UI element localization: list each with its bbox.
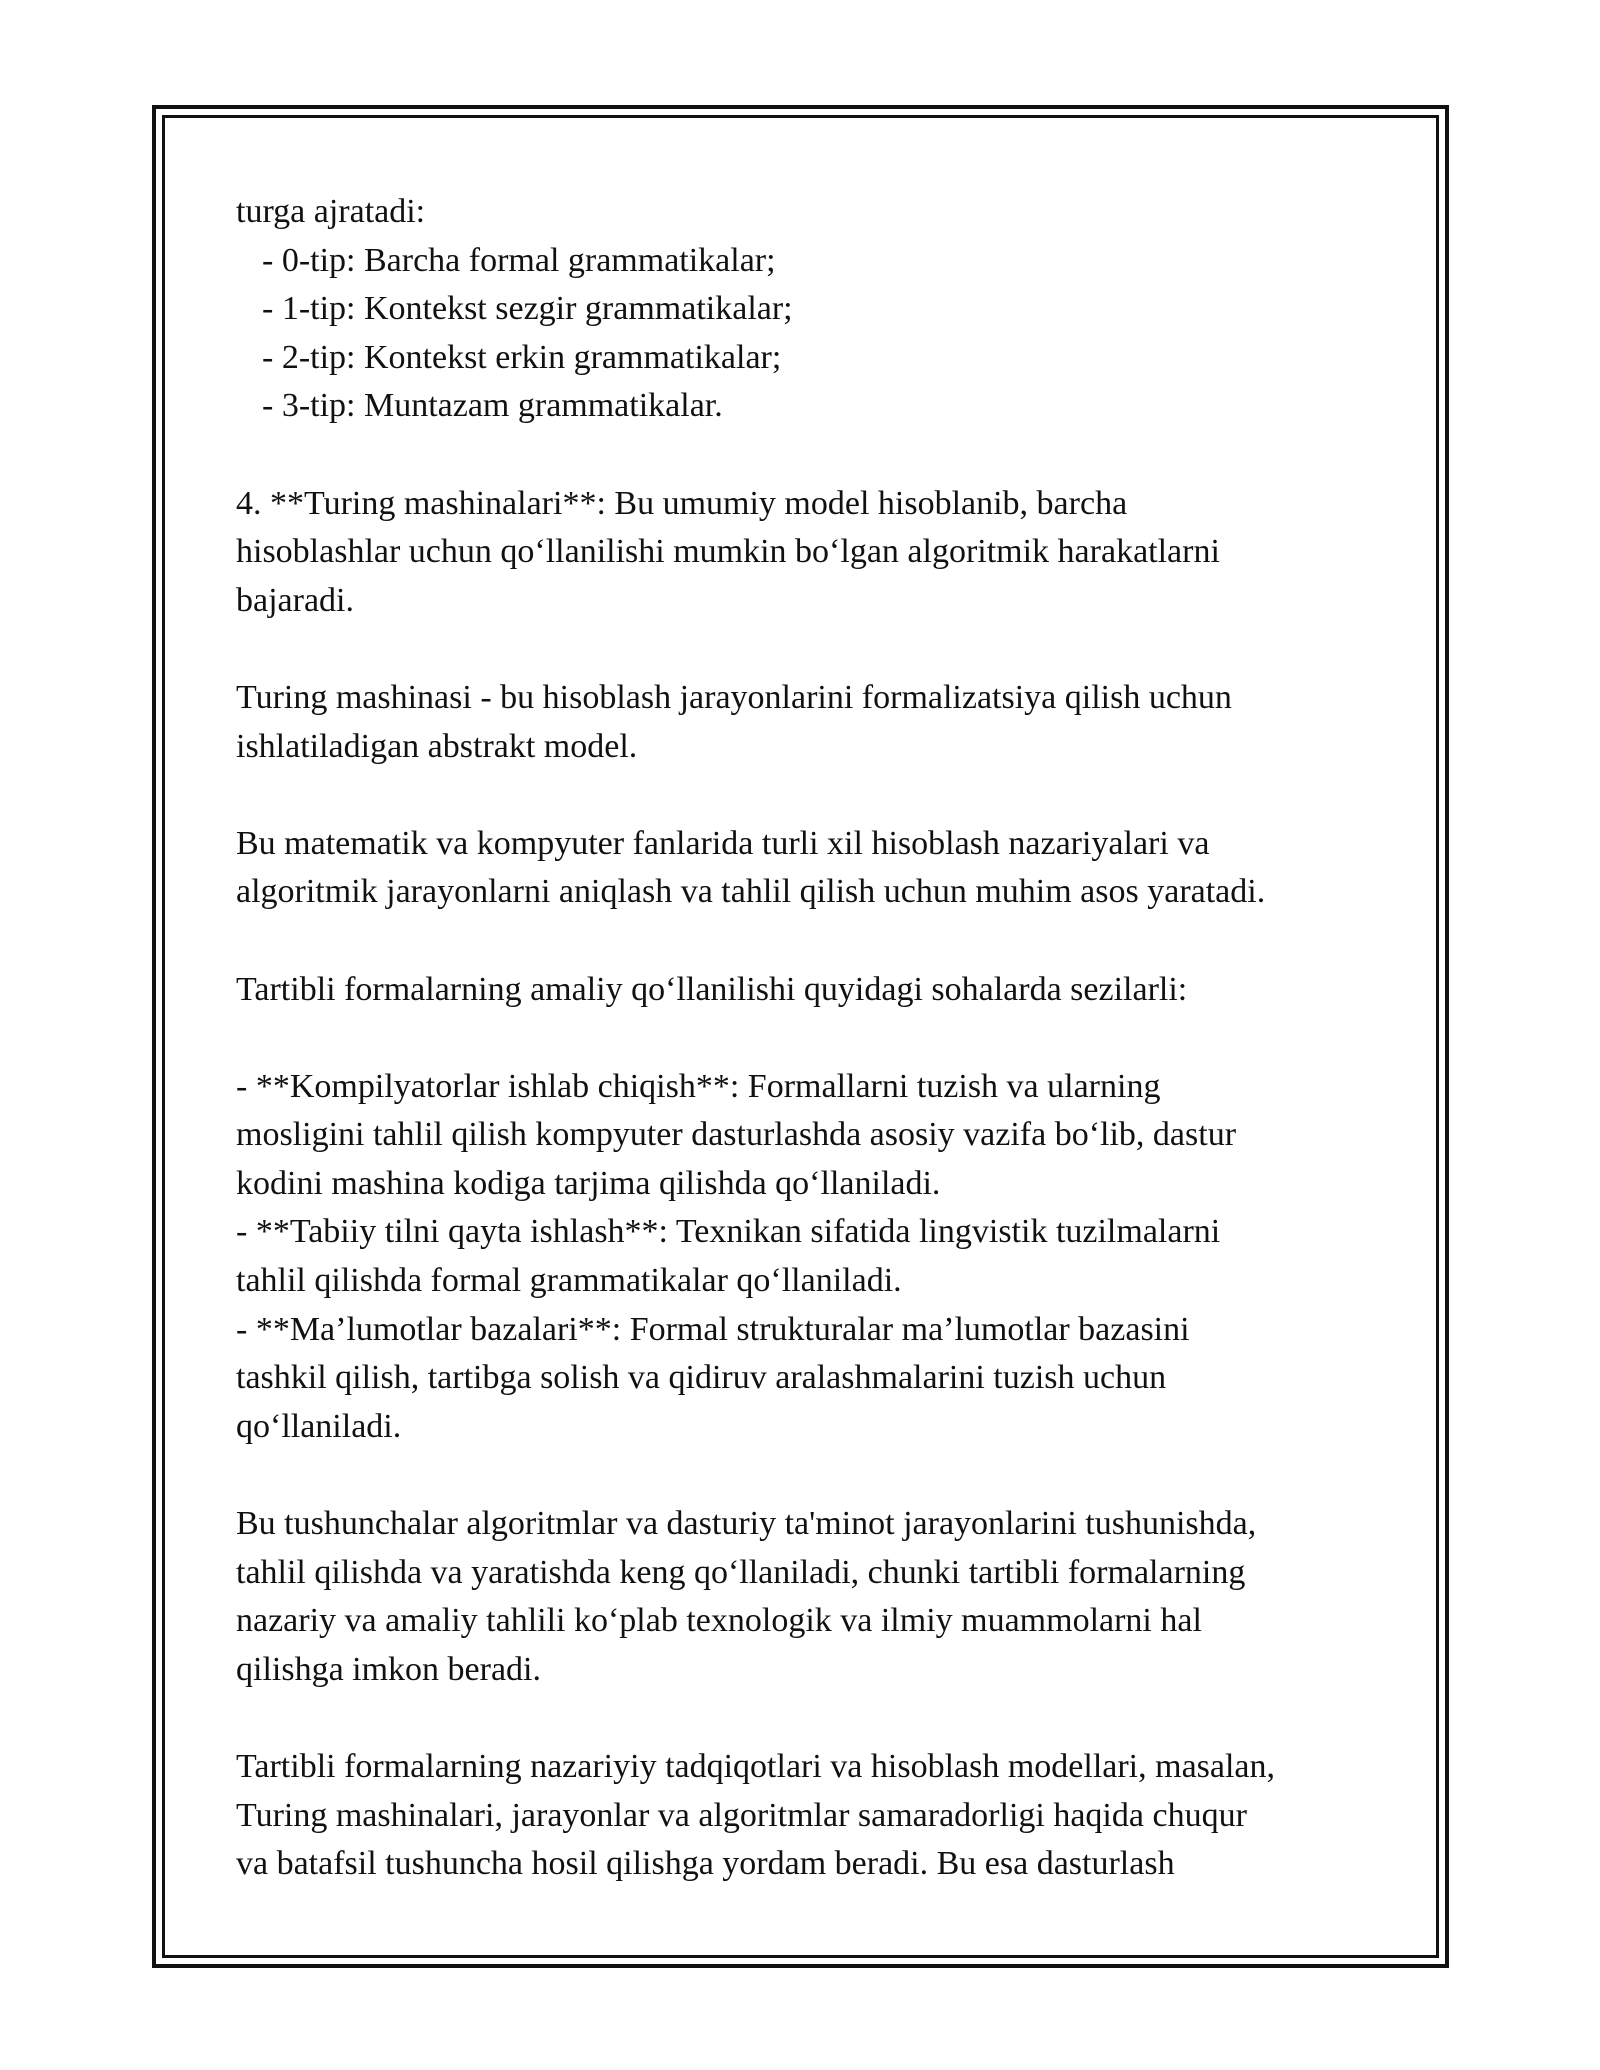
- text-line: - 1-tip: Kontekst sezgir grammatikalar;: [262, 290, 793, 328]
- paragraph-gap: [236, 1451, 1366, 1500]
- text-line: 4. **Turing mashinalari**: Bu umumiy model hisoblanib, barcha: [236, 484, 1128, 522]
- text-line: nazariy va amaliy tahlili ko‘plab texnologik va ilmiy muammolarni hal: [236, 1602, 1202, 1640]
- text-line: ishlatiladigan abstrakt model.: [236, 727, 638, 765]
- text-line: - **Ma’lumotlar bazalari**: Formal strukturalar ma’lumotlar bazasini: [236, 1310, 1190, 1348]
- text-line: - 0-tip: Barcha formal grammatikalar;: [262, 241, 776, 279]
- text-line: bajaradi.: [236, 581, 354, 619]
- text-line: - **Kompilyatorlar ishlab chiqish**: Formallarni tuzish va ularning: [236, 1067, 1161, 1105]
- paragraph-gap: [236, 771, 1366, 820]
- text-line: - **Tabiiy tilni qayta ishlash**: Texnikan sifatida lingvistik tuzilmalarni: [236, 1213, 1221, 1251]
- text-line: Tartibli formalarning amaliy qo‘llanilishi quyidagi sohalarda sezilarli:: [236, 970, 1188, 1008]
- paragraph-gap: [236, 917, 1366, 966]
- text-line: - 2-tip: Kontekst erkin grammatikalar;: [262, 338, 782, 376]
- text-line: Turing mashinasi - bu hisoblash jarayonlarini formalizatsiya qilish uchun: [236, 678, 1232, 716]
- text-line: tahlil qilishda va yaratishda keng qo‘llaniladi, chunki tartibli formalarning: [236, 1553, 1246, 1591]
- paragraph-gap: [236, 1014, 1366, 1063]
- document-body: [236, 188, 1366, 1889]
- paragraph-gap: [236, 1694, 1366, 1743]
- text-line: turga ajratadi:: [236, 193, 426, 230]
- text-line: tahlil qilishda formal grammatikalar qo‘llaniladi.: [236, 1262, 902, 1300]
- text-line: tashkil qilish, tartibga solish va qidiruv aralashmalarini tuzish uchun: [236, 1359, 1167, 1397]
- text-line: Bu tushunchalar algoritmlar va dasturiy ta'minot jarayonlarini tushunishda,: [236, 1505, 1257, 1543]
- text-line: qo‘llaniladi.: [236, 1407, 402, 1445]
- text-line: Bu matematik va kompyuter fanlarida turli xil hisoblash nazariyalari va: [236, 824, 1210, 862]
- paragraph-gap: [236, 625, 1366, 674]
- text-line: - 3-tip: Muntazam grammatikalar.: [262, 387, 723, 425]
- text-line: hisoblashlar uchun qo‘llanilishi mumkin bo‘lgan algoritmik harakatlarni: [236, 533, 1220, 571]
- text-line: kodini mashina kodiga tarjima qilishda qo‘llaniladi.: [236, 1164, 941, 1202]
- text-line: Turing mashinalari, jarayonlar va algoritmlar samaradorligi haqida chuqur: [236, 1796, 1247, 1834]
- text-line: Tartibli formalarning nazariyiy tadqiqotlari va hisoblash modellari, masalan,: [236, 1748, 1276, 1785]
- text-line: mosligini tahlil qilish kompyuter dasturlashda asosiy vazifa bo‘lib, dastur: [236, 1116, 1237, 1154]
- text-line: va batafsil tushuncha hosil qilishga yordam beradi. Bu esa dasturlash: [236, 1845, 1175, 1883]
- text-line: algoritmik jarayonlarni aniqlash va tahlil qilish uchun muhim asos yaratadi.: [236, 873, 1266, 911]
- paragraph-gap: [236, 431, 1366, 480]
- text-line: qilishga imkon beradi.: [236, 1650, 542, 1688]
